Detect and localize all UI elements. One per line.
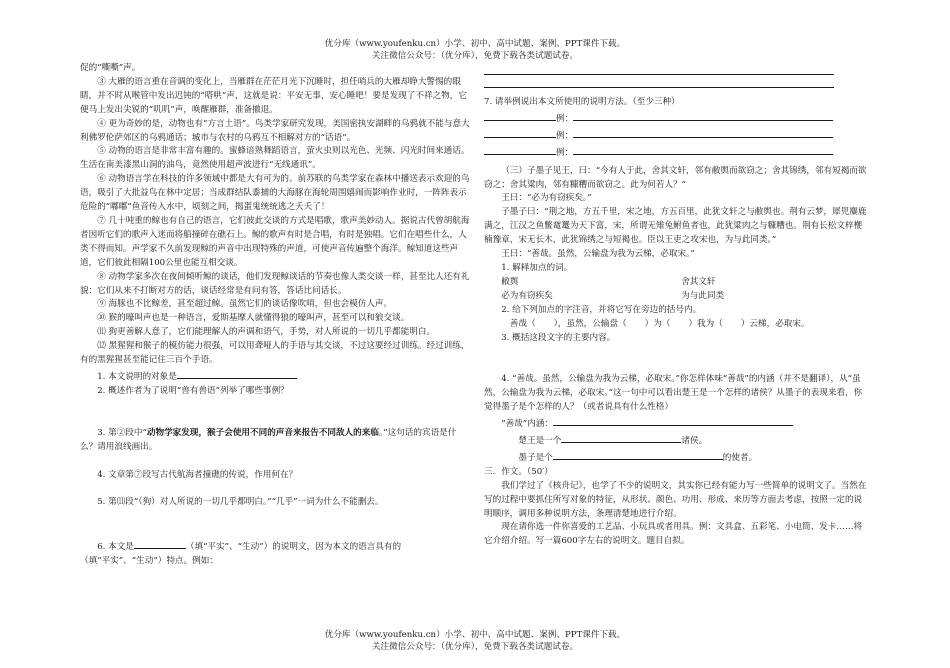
paragraph-2-end: 促的“嘶嘶”声。 [80,63,141,73]
pinyin-text: 善哉（ [509,318,536,329]
answer-space[interactable] [80,399,472,427]
composition-heading: 三．作文。（50′） [484,466,553,477]
answer-blank[interactable] [553,415,793,426]
answer-label: 的使者。 [722,452,758,463]
answer-blank[interactable] [484,127,556,138]
paragraph-3: ③ 大雁的语言重在音调的变化上，当雁群在茫茫月光下沉睡时，担任哨兵的大雁却睁大警惕的眼睛，并不时从喉管中发出迟钝的“嗒哄”声，这就是说：平安无事，安心睡吧！要是发现了不祥之物，它便马上发出尖锐的“叽叽”声，唤醒雁群，准备撤退。 [80,76,467,115]
example-row [484,144,869,161]
answer-line[interactable] [484,62,834,75]
answer-label: “善哉”内涵： [501,419,553,430]
pinyin-row [484,318,869,332]
footer-line-1: 优分库（www.youfenku.cn）小学、初中、高中试题、案例、PPT课件下载。 [324,630,626,640]
word-row [484,276,869,290]
question-3-text-c: 。”这句话的宾语是什么？请用浪线画出。 [80,427,457,452]
answer-blank[interactable] [573,144,833,155]
question-3-quote: 动物学家发现，猴子会使用不同的声音来报告不同敌人的来临 [146,427,379,438]
question-6-text-a: 6. 本文是 [97,542,134,553]
question-3-text-a: 3. 第②段中“ [97,427,147,438]
classical-question-4: 4. “善哉。虽然，公输盘为我为云梯，必取宋。”你怎样体味“善哉”的内涵（并不是翻译），从“虽然，公输盘为我为云梯，必取宋。”这一句中可以看出楚王是一个怎样的诸侯？从墨子的表现来看，你觉得墨子是个怎样的人？（或者说具有什么性格） [484,374,863,413]
answer-label: 诸侯。 [681,436,708,447]
paragraph-7: ⑦ 几十吨重的鲸也有自己的语言，它们彼此交谈的方式是唱歌，歌声美妙动人。据说古代曾胡航海者因听它们的歌声入迷而将船撞碎在礁石上。鲸的歌声有时是合唱，有时是独唱。它们在唱些什么，人类不得而知。声学家不久前发现鲸的声音中出现特殊的声道，可使声音传遍整个海洋。鲸知道这些声道，它们彼此相隔100公里也能互相交谈。 [80,215,470,268]
classical-question-3: 3. 概括这段文字的主要内容。 [501,332,616,343]
answer-space[interactable] [484,345,869,373]
classical-text-2: 王曰：“必为有窃疾矣。” [501,193,592,204]
example-row [484,127,869,144]
answer-row [484,415,869,432]
paragraph-11: ⑾ 狗更善解人意了，它们能理解人的声调和语气，手势，对人所说的一切几乎都能明白。 [97,327,436,338]
pinyin-text: ）云梯，必取宋。 [740,318,810,329]
answer-label: 楚王是一个 [518,436,562,447]
answer-space[interactable] [80,510,472,538]
classical-text-1: （三）子墨子见王，曰：“今有人于此，舍其文轩，邻有敝舆而欲窃之；舍其锦绣，邻有短褐而欲窃之；舍其粱肉，邻有糠糟而欲窃之。此为何若人？” [484,165,867,190]
answer-space[interactable] [80,482,472,496]
question-4: 4. 文章第⑦段写古代航海者撞礁的传说，作用何在？ [97,469,298,480]
question-6 [80,538,472,555]
classical-question-2: 2. 给下列加点的字注音，并将它写在旁边的括号内。 [501,304,702,315]
pinyin-text: ），虽然，公输盘（ [553,318,627,329]
paragraph-5: ⑤ 动物的语言是非常丰富有趣的。蜜蜂谙熟舞蹈语言，萤火虫则以光色、光频、闪光时间来通话。生活在南美漆黑山洞的油鸟，竟然使用超声波进行“无线通讯”。 [80,146,470,171]
answer-row [484,432,869,449]
paragraph-10: ⑩ 猴的嚎叫声也是一种语言，爱斯基摩人就懂得狼的嚎叫声，甚至可以和狼交谈。 [97,313,410,324]
answer-blank[interactable] [484,110,556,121]
word-row [484,290,869,304]
question-3 [80,427,472,455]
classical-text-4: 王曰：“善哉。虽然，公输盘为我为云梯，必取宋。” [501,249,695,260]
answer-blank[interactable] [134,538,186,549]
classical-question-1: 1. 解释加点的词。 [501,262,573,273]
page-header [0,38,950,62]
pinyin-text: ）我为（ [688,318,723,329]
paragraph-9: ⑨ 海豚也不比鲸差，甚至超过鲸。虽然它们的谈话像吹哨，但也会模仿人声。 [97,299,393,310]
classical-text-3: 子墨子曰：“荆之地，方五千里，宋之地，方五百里，此犹文轩之与敝舆也。荆有云梦，犀兕麋鹿满之，江汉之鱼鳖鼋鼍为天下富，宋，所谓无雉兔鲋鱼者也，此犹粱肉之与糠糟也。荆有长松文梓楩楠豫章，宋无长木，此犹锦绣之与短褐也。臣以王吏之攻宋也，为与此同类。” [484,207,867,246]
composition-text-1: 我们学过了《核舟记》，也学了不少的说明文，其实你已经有能力写一些简单的说明文了。当然在写的过程中要抓住所写对象的特征，从形状、颜色、功用、形成、来历等方面去考虑，按照一定的说明顺序，调用多种说明方法，条理清楚地进行介绍。 [484,480,867,519]
answer-blank[interactable] [561,432,681,443]
pinyin-text: ）为（ [644,318,671,329]
paragraph-12: ⑿ 黑猩猩和猴子的模仿能力很强，可以用聋哑人的手语与其交谈，不过这要经过训练。经过训练，有的黑猩猩甚至能记住三百个手语。 [80,341,470,366]
question-7: 7. 请举例说出本文所使用的说明方法。（至少三种） [484,97,680,107]
header-line-1: 优分库（www.youfenku.cn）小学、初中、高中试题、案例、PPT课件下载。 [324,39,626,49]
answer-label: 墨子是个 [518,452,553,463]
right-column [484,62,869,549]
page-footer [0,629,950,653]
answer-space[interactable] [80,455,472,469]
paragraph-6: ⑥ 动物语言学在科技的许多领域中都是大有可为的。前苏联的鸟类学家在森林中播送表示欢迎的鸟语，吸引了大批益鸟在林中定居；当成群结队黍捕的大海豚在海轮周围嬉闹而影响作业时，一阵阵表示危险的“嘟嘟”鱼音传入水中，顷刻之间，揭蛋鬼统统逃之夭夭了！ [80,174,470,213]
answer-blank[interactable] [573,110,833,121]
composition-text-2: 现在请你选一件你喜爱的工艺品、小玩具或者用具。例：文具盒、五彩笔、小电筒、发卡……将它介绍介绍。写一篇600字左右的说明文。题目自拟。 [484,522,863,547]
question-5: 5. 第⑾段“（狗）对人所说的一切几乎都明白。”“几乎”一词为什么不能删去。 [97,497,384,508]
word-item: 敝舆 [501,276,519,287]
footer-line-2: 关注微信公众号：（优分库），免费下载各类试题试卷。 [371,642,579,652]
answer-blank[interactable] [177,368,297,379]
paragraph-4: ④ 更为奇妙的是，动物也有“方言土语”。鸟类学家研究发现，美国密执安湖畔的乌鸦就不能与意大利佛罗伦萨郊区的乌鸦通话；城市与农村的乌鸦互不相解对方的“话语”。 [80,118,470,143]
header-line-2: 关注微信公众号：（优分库），免费下载各类试题试卷。 [371,51,579,61]
word-item: 必为有窃疾矣 [501,290,553,301]
question-6-text-b: （填“平实”、“生动”）的说明文，因为本文的语言具有的 [185,542,402,553]
question-1-text: 1. 本文说明的对象是 [97,371,177,382]
answer-blank[interactable] [573,127,833,138]
example-row [484,110,869,127]
word-item: 为与此同类 [681,290,725,301]
question-2: 2. 概述作者为了说明“兽有兽语”列举了哪些事例？ [97,385,289,396]
answer-row [484,449,869,466]
example-label: 例： [556,113,574,124]
paragraph-8: ⑧ 动物学家多次在夜间倾听鲸的谈话，他们发现鲸谈话的节奏也像人类交谈一样，甚至比人还有礼貌：它们从来不打断对方的话，谈话经常是有问有答，答话比问话长。 [80,271,470,296]
left-column [80,62,472,569]
word-item: 舍其文轩 [681,276,716,287]
example-label: 例： [556,147,574,158]
answer-line[interactable] [484,75,834,88]
example-label: 例： [556,130,574,141]
answer-blank[interactable] [553,449,723,460]
answer-blank[interactable] [484,144,556,155]
question-6-cont: （填“平实”、“生动”）特点。例如： [80,556,218,567]
question-1 [80,368,472,385]
